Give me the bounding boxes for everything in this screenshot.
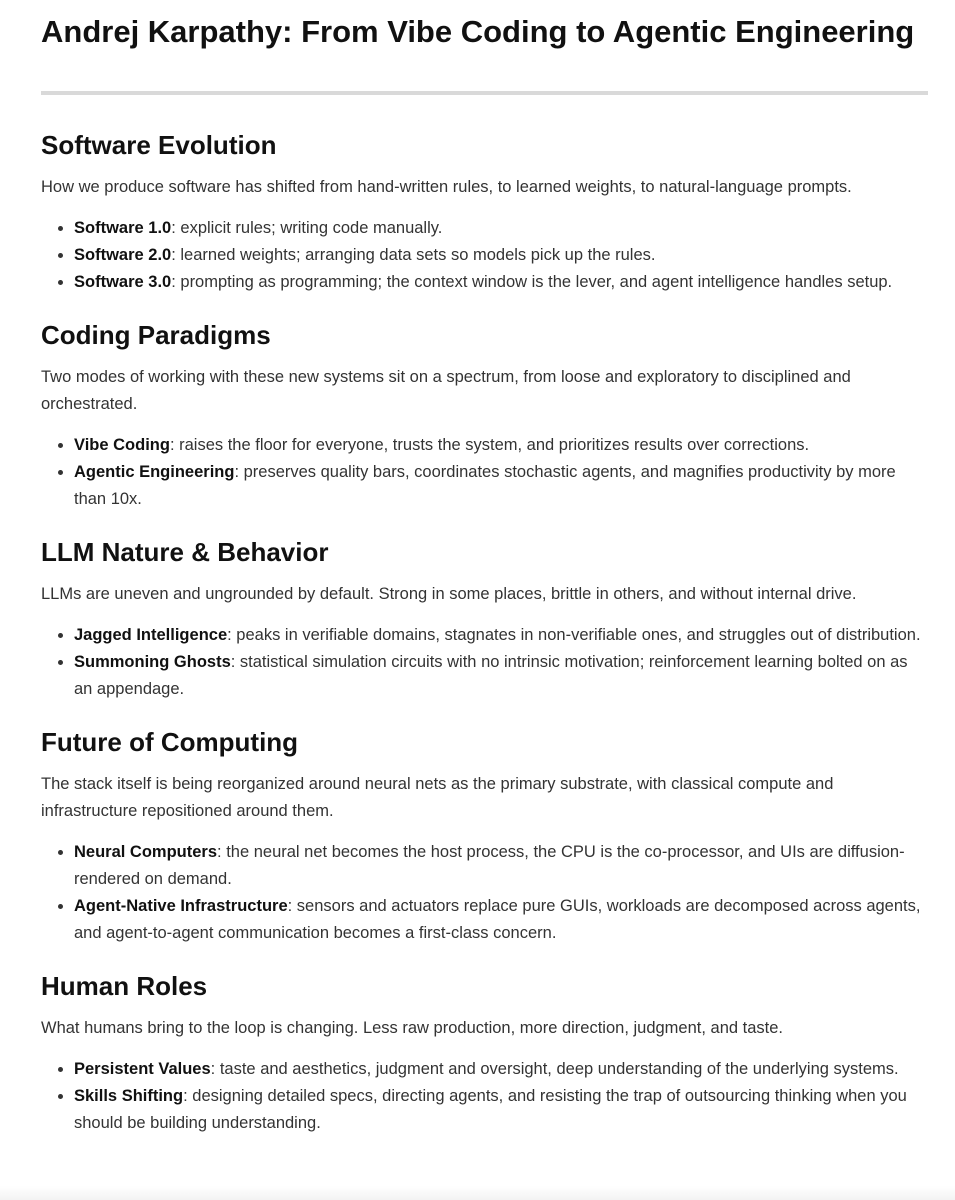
bullet-list [41,1056,928,1137]
bullet-list [41,215,928,296]
title-divider [41,91,928,95]
item-term: Vibe Coding [74,436,170,454]
list-item [74,839,928,893]
bottom-fade [0,1186,955,1200]
item-term: Software 2.0 [74,246,172,264]
list-item [74,1083,928,1137]
section-heading: Human Roles [41,971,208,1001]
list-item [74,649,928,703]
section-heading: Coding Paradigms [41,320,271,350]
item-text: : the neural net becomes the host process, the CPU is the co-processor, and UIs are diffusion-rendered on demand. [74,843,905,888]
bullet-list [41,839,928,947]
section-intro: LLMs are uneven and ungrounded by default. Strong in some places, brittle in others, and without internal drive. [41,585,857,603]
item-text: : sensors and actuators replace pure GUIs, workloads are decomposed across agents, and agent-to-agent communication becomes a first-class concern. [74,897,921,942]
item-term: Software 3.0 [74,273,172,291]
section-intro: What humans bring to the loop is changing. Less raw production, more direction, judgment, and taste. [41,1019,784,1037]
item-text: : preserves quality bars, coordinates stochastic agents, and magnifies productivity by more than 10x. [74,463,896,508]
list-item [74,269,928,296]
list-item [74,242,928,269]
section-heading: LLM Nature & Behavior [41,537,329,567]
list-item [74,622,928,649]
item-text: : taste and aesthetics, judgment and oversight, deep understanding of the underlying systems. [210,1060,899,1078]
item-term: Jagged Intelligence [74,626,228,644]
section-future-of-computing [41,725,928,947]
section-heading: Future of Computing [41,727,299,757]
section-intro: How we produce software has shifted from hand-written rules, to learned weights, to natural-language prompts. [41,178,852,196]
section-llm-nature [41,535,928,703]
list-item [74,459,928,513]
list-item [74,893,928,947]
item-text: : statistical simulation circuits with no intrinsic motivation; reinforcement learning bolted on as an appendage. [74,653,908,698]
section-intro: The stack itself is being reorganized around neural nets as the primary substrate, with classical compute and infrastructure repositioned around them. [41,775,834,820]
item-text: : explicit rules; writing code manually. [171,219,443,237]
item-text: : raises the floor for everyone, trusts the system, and prioritizes results over corrections. [169,436,810,454]
page-title: Andrej Karpathy: From Vibe Coding to Agentic Engineering [41,14,915,49]
item-term: Neural Computers [74,843,218,861]
section-software-evolution [41,128,928,296]
section-coding-paradigms [41,318,928,513]
section-human-roles [41,969,928,1137]
item-term: Agentic Engineering [74,463,235,481]
list-item [74,432,928,459]
item-text: : designing detailed specs, directing agents, and resisting the trap of outsourcing thinking when you should be building understanding. [74,1087,907,1132]
section-intro: Two modes of working with these new systems sit on a spectrum, from loose and exploratory to disciplined and orchestrated. [41,368,851,413]
list-item [74,1056,928,1083]
item-term: Skills Shifting [74,1087,184,1105]
item-text: : prompting as programming; the context window is the lever, and agent intelligence handles setup. [171,273,893,291]
bullet-list [41,432,928,513]
item-text: : peaks in verifiable domains, stagnates in non-verifiable ones, and struggles out of distribution. [227,626,921,644]
list-item [74,215,928,242]
item-term: Software 1.0 [74,219,172,237]
item-term: Persistent Values [74,1060,211,1078]
item-text: : learned weights; arranging data sets so models pick up the rules. [171,246,656,264]
item-term: Summoning Ghosts [74,653,231,671]
item-term: Agent-Native Infrastructure [74,897,288,915]
section-heading: Software Evolution [41,130,277,160]
bullet-list [41,622,928,703]
